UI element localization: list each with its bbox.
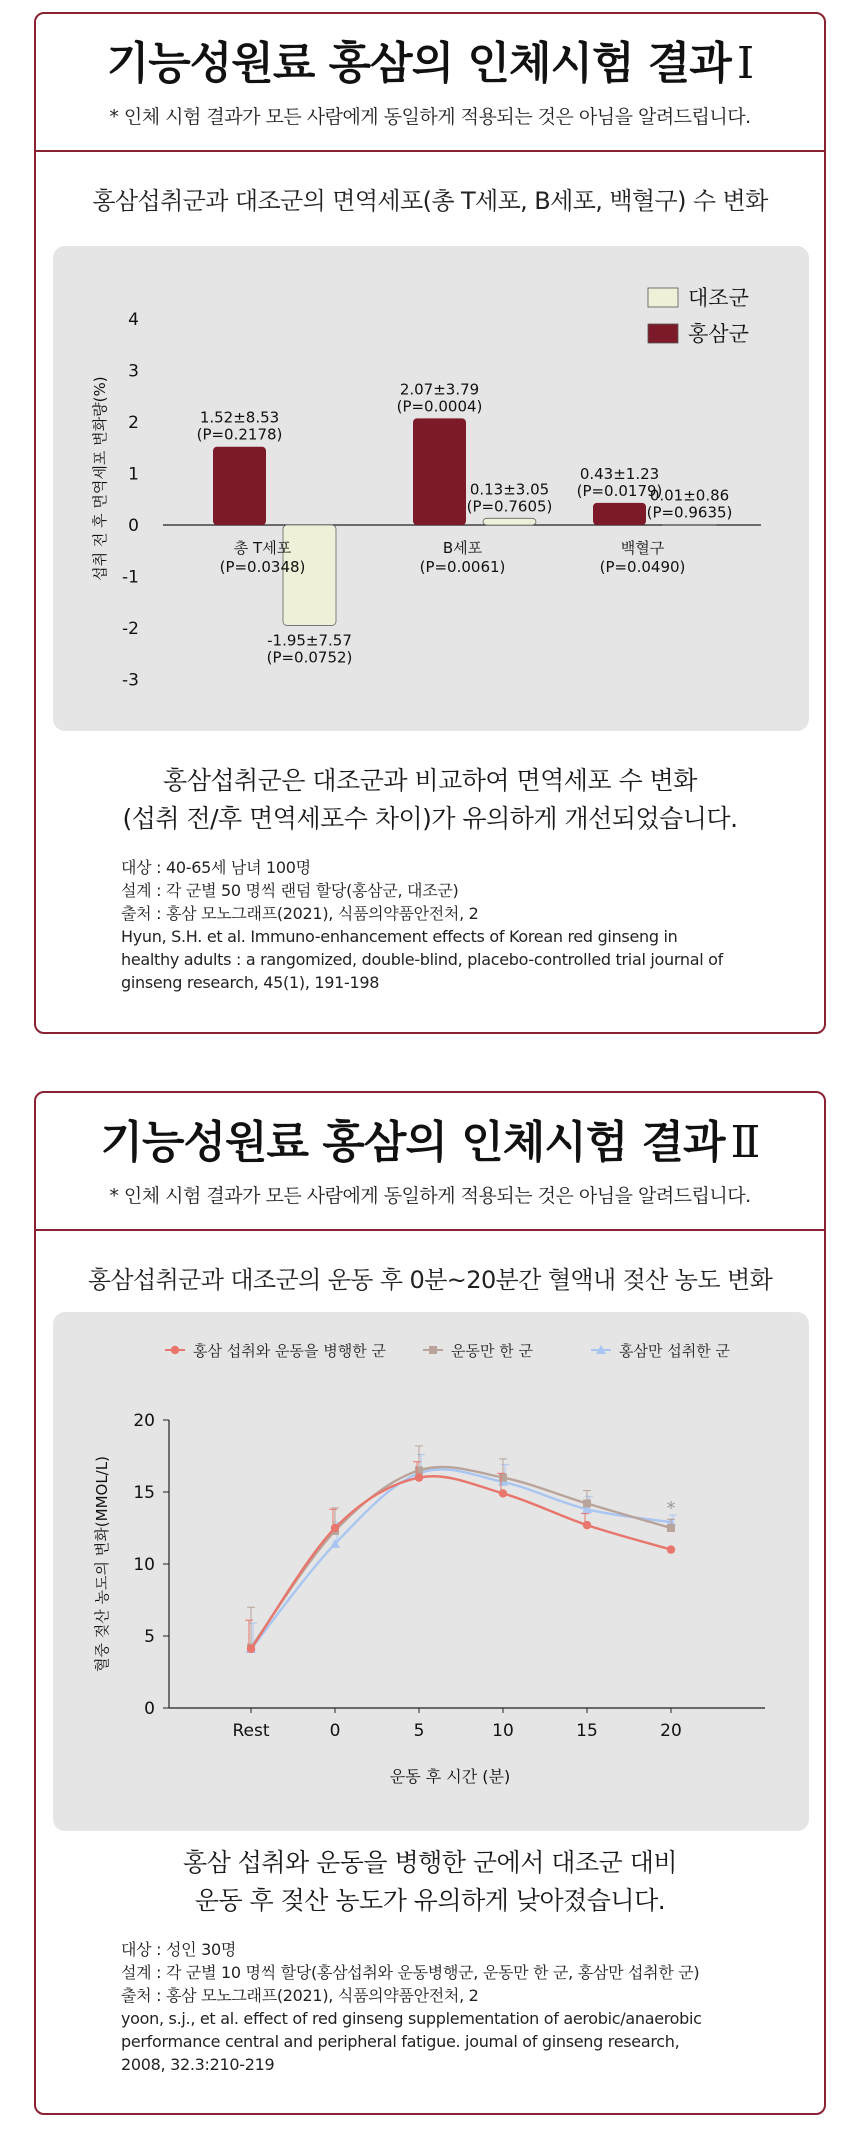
data-p-label: (P=0.0752) (266, 648, 353, 667)
data-point (331, 1524, 339, 1532)
y-axis-label: 섭취 전 후 면역세포 변화량(%) (91, 376, 109, 581)
bar-ginseng (213, 447, 266, 525)
y-tick-label: -2 (122, 619, 139, 639)
note-line: 출처 : 홍삼 모노그래프(2021), 식품의약품안전처, 2 (121, 1986, 479, 2005)
data-label: 2.07±3.79 (399, 380, 480, 399)
title-numeral: Ⅱ (730, 1117, 760, 1168)
bar-control (663, 524, 716, 525)
x-tick-label: Rest (232, 1721, 270, 1741)
card-title (36, 14, 824, 92)
y-tick-label: 4 (128, 310, 139, 330)
legend-swatch (648, 288, 678, 307)
legend-marker (429, 1346, 437, 1354)
legend-label: 홍삼군 (688, 322, 749, 346)
series-line (251, 1476, 671, 1649)
category-label: 백혈구 (620, 539, 665, 557)
immune-cell-bar-chart (53, 246, 809, 731)
bar-ginseng (413, 418, 466, 525)
card-header (36, 14, 824, 152)
note-line: healthy adults : a rangomized, double-blind, placebo-controlled trial journal of (121, 950, 723, 969)
note-line: 대상 : 40-65세 남녀 100명 (121, 858, 311, 877)
summary-text (36, 1844, 824, 1920)
category-label: B세포 (442, 539, 483, 557)
data-point (247, 1645, 255, 1653)
data-label: 0.43±1.23 (579, 464, 660, 483)
y-tick-label: 20 (133, 1411, 155, 1431)
study-notes (121, 856, 761, 994)
x-axis-label: 운동 후 시간 (분) (389, 1767, 511, 1786)
title-numeral: Ⅰ (736, 38, 754, 89)
chart-subtitle: 홍삼섭취군과 대조군의 면역세포(총 T세포, B세포, 백혈구) 수 변화 (92, 187, 768, 215)
note-line: performance central and peripheral fatigue. joumal of ginseng research, (121, 2032, 680, 2051)
y-tick-label: -1 (122, 567, 139, 588)
y-axis-label: 혈중 젖산 농도의 변화(MMOL/L) (93, 1456, 111, 1672)
y-tick-label: 5 (144, 1627, 155, 1647)
summary-line: (섭취 전/후 면역세포수 차이)가 유의하게 개선되었습니다. (122, 804, 738, 833)
data-point (415, 1473, 423, 1481)
summary-text (36, 762, 824, 838)
note-line: 출처 : 홍삼 모노그래프(2021), 식품의약품안전처, 2 (121, 904, 479, 923)
data-p-label: (P=0.2178) (196, 425, 283, 444)
data-p-label: (P=0.9635) (646, 503, 733, 522)
x-tick-label: 0 (329, 1721, 341, 1741)
study-notes (121, 1938, 761, 2076)
series-line (251, 1467, 671, 1648)
data-point (415, 1466, 423, 1474)
data-point (499, 1489, 507, 1497)
bar-ginseng (593, 503, 646, 525)
data-point (667, 1524, 675, 1532)
data-p-label: (P=0.7605) (466, 497, 553, 516)
bar-chart-panel (53, 246, 809, 731)
category-p-label: (P=0.0348) (219, 558, 306, 576)
data-point (667, 1545, 675, 1553)
note-line: 대상 : 성인 30명 (121, 1940, 236, 1959)
category-p-label: (P=0.0061) (419, 558, 506, 576)
series-line (251, 1469, 671, 1649)
legend-label: 운동만 한 군 (451, 1342, 533, 1360)
data-point (583, 1521, 591, 1529)
data-point (583, 1500, 591, 1508)
disclaimer-text: * 인체 시험 결과가 모든 사람에게 동일하게 적용되는 것은 아님을 알려드립니다. (109, 1185, 751, 1207)
category-label: 총 T세포 (233, 539, 292, 557)
y-tick-label: 3 (128, 361, 139, 382)
line-chart-panel (53, 1312, 809, 1831)
x-tick-label: 20 (660, 1721, 682, 1741)
data-p-label: (P=0.0179) (576, 481, 663, 500)
y-tick-label: 1 (128, 464, 139, 485)
result-card-1 (34, 12, 826, 1034)
category-p-label: (P=0.0490) (599, 558, 686, 576)
note-line: 2008, 32.3:210-219 (121, 2055, 275, 2074)
disclaimer-text: * 인체 시험 결과가 모든 사람에게 동일하게 적용되는 것은 아님을 알려드립니다. (109, 106, 751, 128)
data-label: -1.95±7.57 (267, 631, 352, 650)
y-tick-label: -3 (122, 670, 139, 691)
legend-label: 홍삼 섭취와 운동을 병행한 군 (193, 1342, 386, 1360)
note-line: ginseng research, 45(1), 191-198 (121, 973, 380, 992)
result-card-2 (34, 1091, 826, 2115)
note-line: 설계 : 각 군별 10 명씩 할당(홍삼섭취와 운동병행군, 운동만 한 군, 홍삼만 섭취한 군) (121, 1963, 700, 1982)
x-tick-label: 5 (413, 1721, 425, 1741)
bar-control (483, 518, 536, 525)
significance-mark: * (666, 1497, 676, 1519)
y-tick-label: 0 (128, 516, 139, 536)
x-tick-label: 15 (576, 1721, 598, 1741)
note-line: Hyun, S.H. et al. Immuno-enhancement effects of Korean red ginseng in (121, 927, 678, 946)
chart-subtitle: 홍삼섭취군과 대조군의 운동 후 0분~20분간 혈액내 젖산 농도 변화 (87, 1266, 773, 1294)
data-p-label: (P=0.0004) (396, 397, 483, 416)
lactate-line-chart (53, 1312, 809, 1831)
legend-label: 홍삼만 섭취한 군 (619, 1342, 730, 1360)
card-header (36, 1093, 824, 1231)
legend-marker (171, 1346, 179, 1354)
note-line: yoon, s.j., et al. effect of red ginseng supplementation of aerobic/anaerobic (121, 2009, 702, 2028)
summary-line: 홍삼 섭취와 운동을 병행한 군에서 대조군 대비 (182, 1848, 678, 1877)
data-label: 0.01±0.86 (649, 486, 730, 505)
title-text: 기능성원료 홍삼의 인체시험 결과 (106, 38, 731, 89)
title-text: 기능성원료 홍삼의 인체시험 결과 (100, 1117, 725, 1168)
data-label: 0.13±3.05 (469, 480, 550, 499)
data-label: 1.52±8.53 (199, 408, 280, 427)
note-line: 설계 : 각 군별 50 명씩 랜덤 할당(홍삼군, 대조군) (121, 881, 459, 900)
data-point (499, 1474, 507, 1482)
summary-line: 홍삼섭취군은 대조군과 비교하여 면역세포 수 변화 (163, 766, 697, 795)
y-tick-label: 2 (128, 413, 139, 433)
y-tick-label: 0 (144, 1699, 155, 1719)
card-title (36, 1093, 824, 1171)
x-tick-label: 10 (492, 1721, 514, 1741)
y-tick-label: 15 (133, 1483, 155, 1503)
legend-label: 대조군 (688, 286, 749, 310)
legend-swatch (648, 324, 678, 343)
y-tick-label: 10 (133, 1555, 155, 1575)
summary-line: 운동 후 젖산 농도가 유의하게 낮아졌습니다. (194, 1886, 666, 1915)
